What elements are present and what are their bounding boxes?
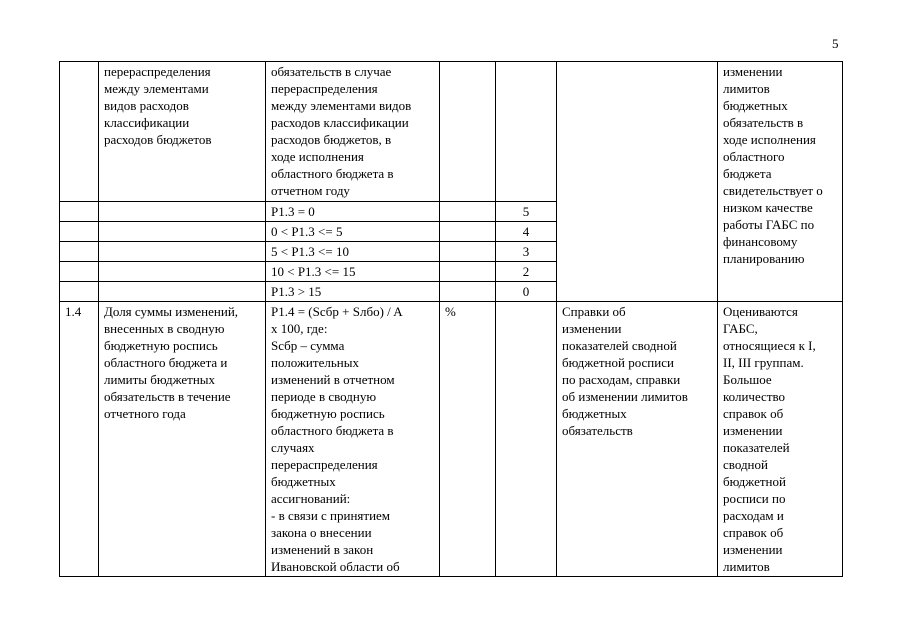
cell-number	[60, 262, 99, 282]
cell-score	[496, 302, 557, 577]
cell-formula: P1.4 = (Sсбр + Sлбо) / A x 100, где: Sсбр – сумма положительных изменений в отчетном периоде в сводную бюджетную роспись областного бюджета в случаях перераспределения бюджетных ассигнований: - в связи с принятием закона о внесении изменений в закон Ивановской области об	[266, 302, 440, 577]
cell-note: изменении лимитов бюджетных обязательств в ходе исполнения областного бюджета свидетельствует о низком качестве работы ГАБС по финансовому планированию	[718, 62, 843, 302]
cell-number: 1.4	[60, 302, 99, 577]
cell-number	[60, 242, 99, 262]
cell-indicator-name	[99, 202, 266, 222]
score-value: 4	[496, 222, 557, 242]
score-condition: 5 < P1.3 <= 10	[266, 242, 440, 262]
cell-number	[60, 282, 99, 302]
cell-indicator-name	[99, 242, 266, 262]
table-row-continuation	[60, 62, 843, 202]
score-value: 2	[496, 262, 557, 282]
cell-indicator-name	[99, 222, 266, 242]
cell-source	[557, 62, 718, 302]
cell-note: Оцениваются ГАБС, относящиеся к I, II, III группам. Большое количество справок об изменении показателей сводной бюджетной росписи по расходам и справок об изменении лимитов	[718, 302, 843, 577]
cell-unit	[440, 242, 496, 262]
cell-indicator-name	[99, 282, 266, 302]
cell-source: Справки об изменении показателей сводной бюджетной росписи по расходам, справки об изменении лимитов бюджетных обязательств	[557, 302, 718, 577]
cell-unit	[440, 282, 496, 302]
cell-indicator-name	[99, 262, 266, 282]
cell-unit	[440, 222, 496, 242]
score-condition: 10 < P1.3 <= 15	[266, 262, 440, 282]
cell-number	[60, 222, 99, 242]
score-value: 5	[496, 202, 557, 222]
cell-unit	[440, 262, 496, 282]
cell-formula: обязательств в случае перераспределения между элементами видов расходов классификации расходов бюджетов, в ходе исполнения областного бюджета в отчетном году	[266, 62, 440, 202]
score-condition: P1.3 > 15	[266, 282, 440, 302]
score-value: 0	[496, 282, 557, 302]
table-row-1-4	[60, 302, 843, 577]
cell-number	[60, 62, 99, 202]
cell-score	[496, 62, 557, 202]
cell-unit: %	[440, 302, 496, 577]
page-number: 5	[832, 36, 839, 51]
cell-indicator-name: Доля суммы изменений, внесенных в сводную бюджетную роспись областного бюджета и лимиты бюджетных обязательств в течение отчетного года	[99, 302, 266, 577]
score-condition: P1.3 = 0	[266, 202, 440, 222]
score-condition: 0 < P1.3 <= 5	[266, 222, 440, 242]
cell-unit	[440, 202, 496, 222]
indicator-table	[59, 61, 843, 577]
cell-number	[60, 202, 99, 222]
score-value: 3	[496, 242, 557, 262]
cell-unit	[440, 62, 496, 202]
cell-indicator-name: перераспределения между элементами видов расходов классификации расходов бюджетов	[99, 62, 266, 202]
